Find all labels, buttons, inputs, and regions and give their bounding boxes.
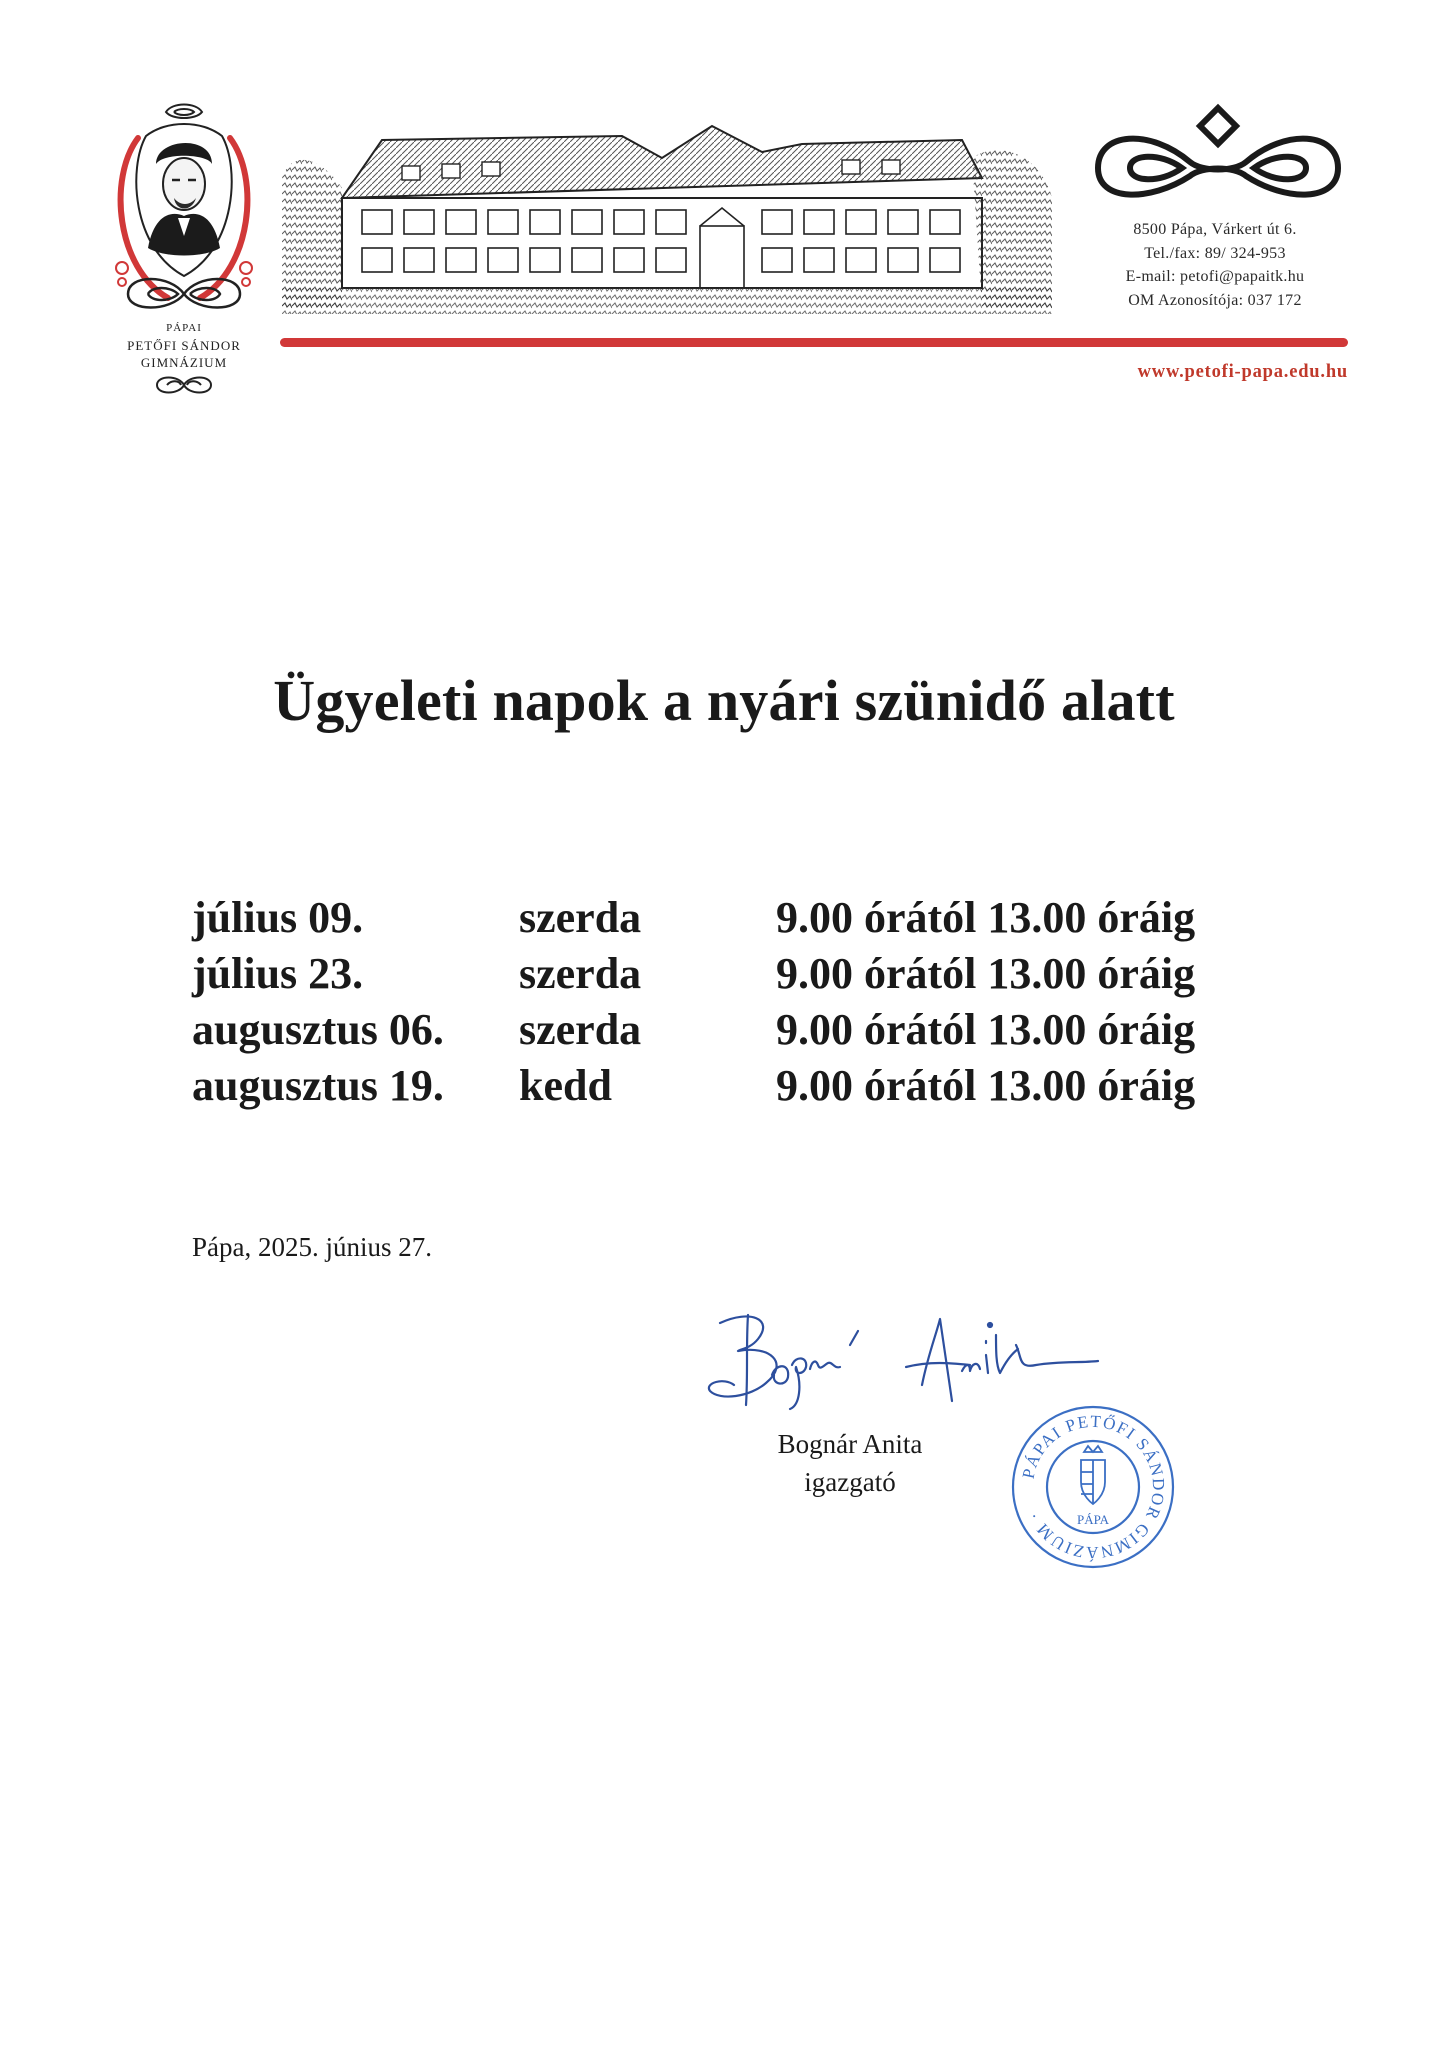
contact-block [1080,218,1350,312]
schedule-date: augusztus 19. [192,1061,444,1110]
school-logo [108,98,260,408]
om-id-text: OM Azonosítója: 037 172 [1128,291,1302,309]
schedule-day: kedd [519,1061,612,1110]
phone-text: Tel./fax: 89/ 324-953 [1144,244,1286,262]
address-text: 8500 Pápa, Várkert út 6. [1133,221,1297,238]
portrait-emblem-icon [108,98,260,318]
signer-block [740,1425,960,1501]
signer-title: igazgató [804,1467,896,1497]
schedule-day: szerda [519,1005,642,1054]
logo-text-line2: PETŐFI SÁNDOR [127,338,241,353]
decorative-ornament-icon [1090,102,1346,210]
schedule-time: 9.00 órától 13.00 óráig [776,1061,1196,1110]
schedule-time: 9.00 órától 13.00 óráig [776,1005,1196,1054]
schedule-time: 9.00 órától 13.00 óráig [776,893,1196,942]
stamp-city: PÁPA [1076,1512,1110,1527]
schedule-date: július 23. [192,949,364,998]
schedule-date: július 09. [192,893,364,942]
schedule-day: szerda [519,893,642,942]
logo-text-line3: GIMNÁZIUM [140,355,228,370]
place-date: Pápa, 2025. június 27. [192,1232,432,1262]
official-stamp-icon [1008,1402,1178,1572]
small-ornament-icon [153,373,215,397]
header-divider [280,338,1348,347]
svg-text:PÁPAI PETŐFI SÁNDOR GIMNÁZIUM: PÁPAI PETŐFI SÁNDOR GIMNÁZIUM · [1018,1411,1169,1563]
email-text: E-mail: petofi@papaitk.hu [1125,268,1305,285]
schedule-time: 9.00 órától 13.00 óráig [776,949,1196,998]
website-link[interactable]: www.petofi-papa.edu.hu [1137,362,1348,382]
page-title: Ügyeleti napok a nyári szünidő alatt [273,668,1175,733]
school-building-sketch-icon [282,118,1052,314]
logo-text-line1: PÁPAI [166,322,202,334]
signer-name: Bognár Anita [777,1429,923,1459]
schedule-day: szerda [519,949,642,998]
schedule-date: augusztus 06. [192,1005,444,1054]
